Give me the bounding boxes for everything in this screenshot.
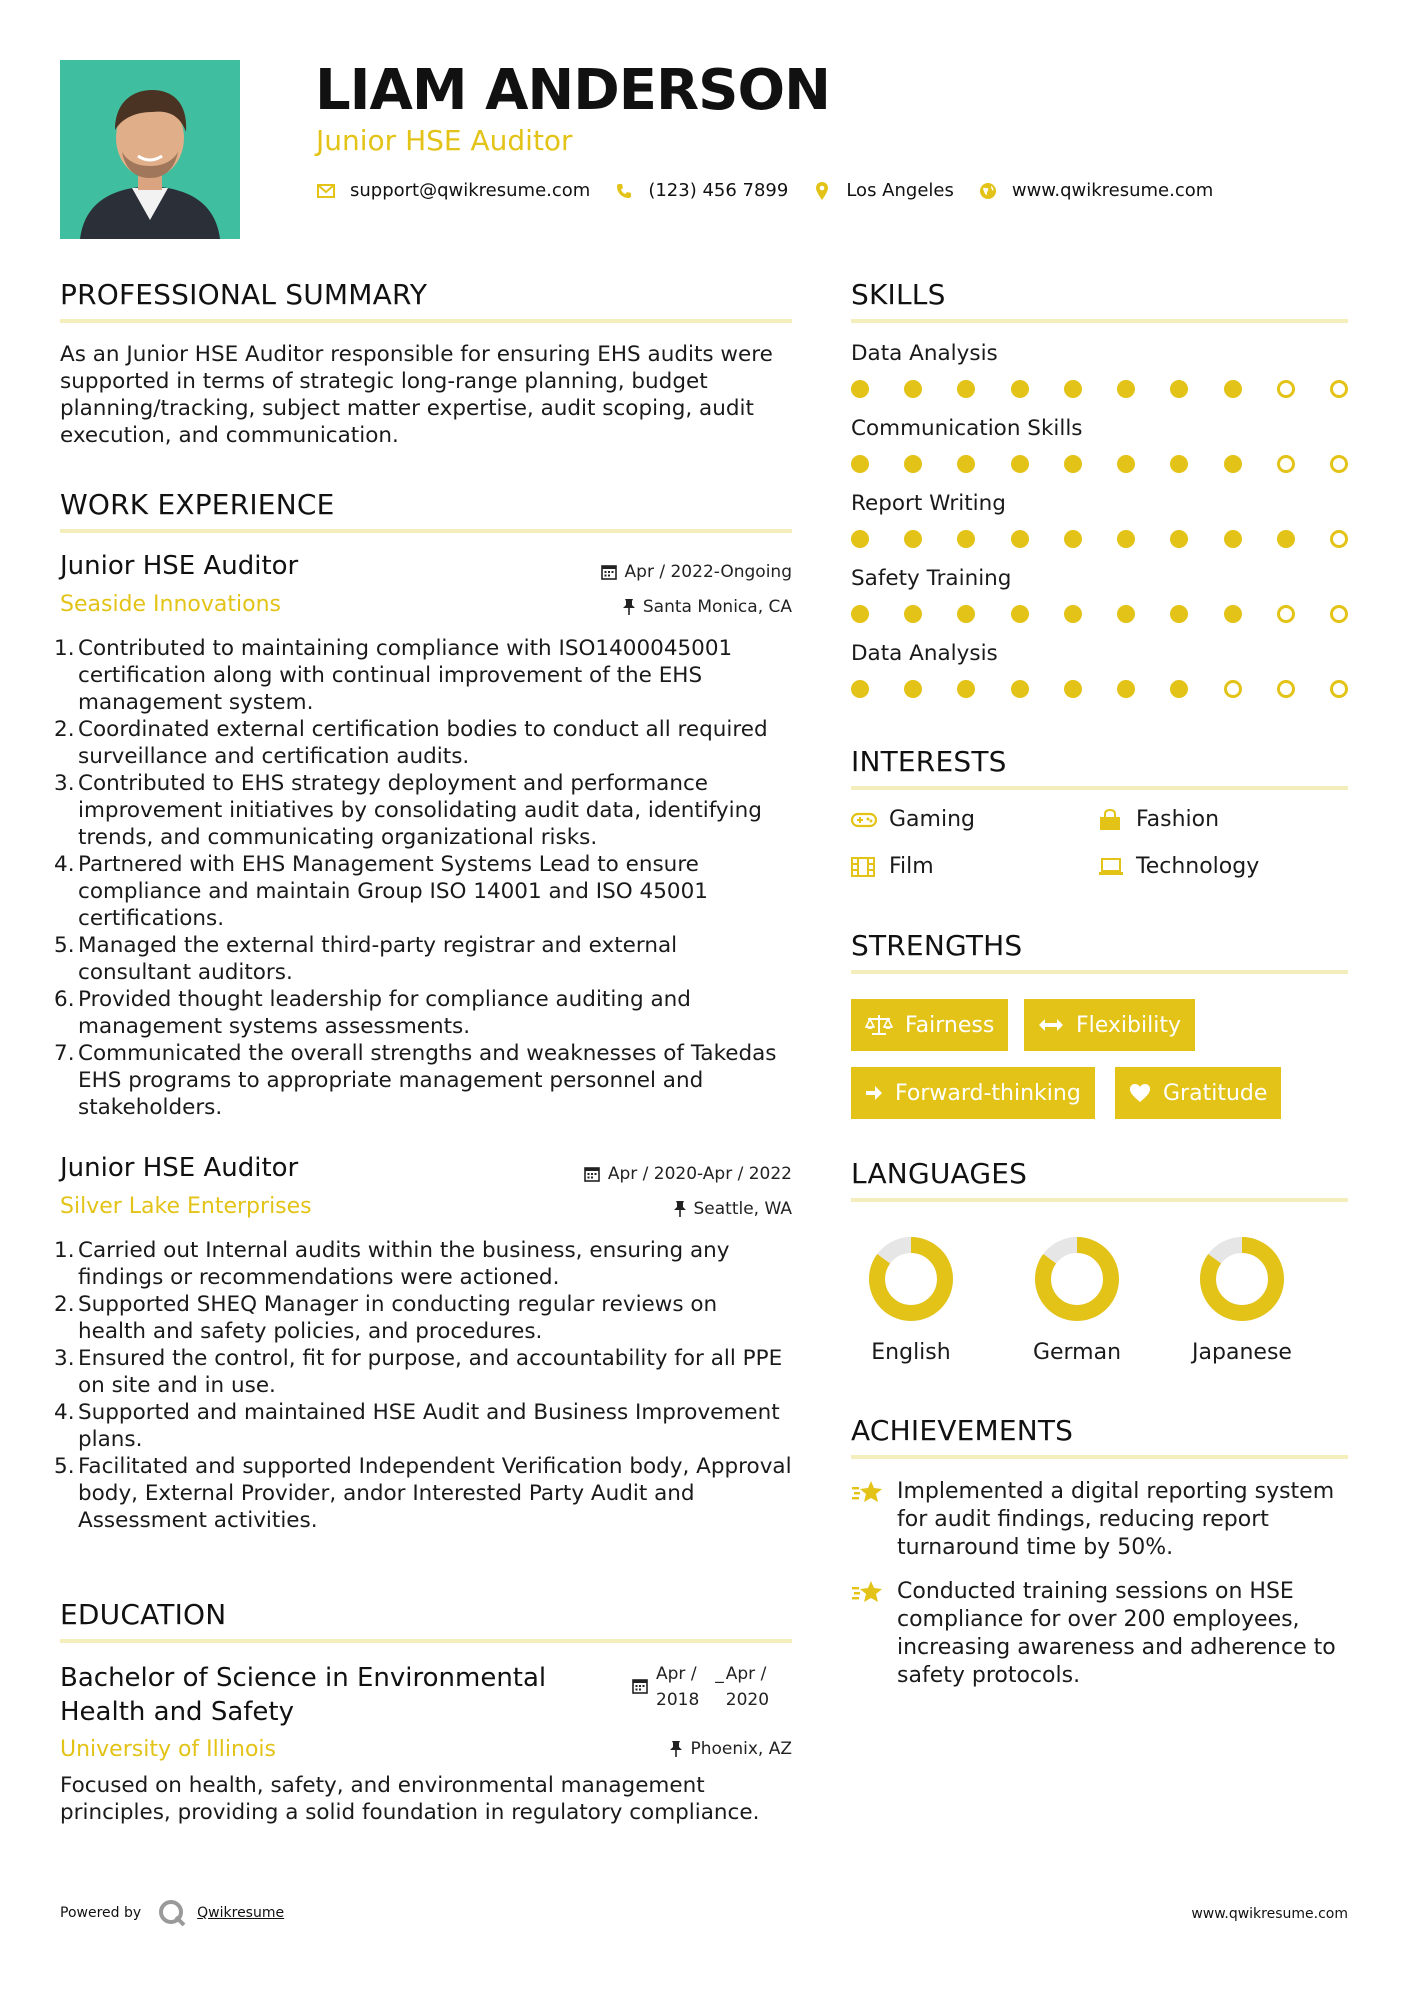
contact-email[interactable] — [316, 180, 590, 201]
skill-name: Safety Training — [851, 566, 1012, 591]
education-end — [726, 1661, 769, 1713]
language-name: German — [1032, 1340, 1122, 1365]
contact-bar — [316, 180, 1237, 201]
star-icon — [851, 1478, 885, 1506]
language-item — [841, 1236, 981, 1365]
rating-dot-empty — [1330, 455, 1348, 473]
contact-phone[interactable] — [614, 180, 788, 201]
school-name: University of Illinois — [60, 1737, 276, 1762]
job-title: Junior HSE Auditor — [60, 551, 299, 581]
skill-rating — [851, 680, 1348, 698]
rating-dot-filled — [957, 455, 975, 473]
rating-dot-empty — [1277, 455, 1295, 473]
rating-dot-filled — [1011, 680, 1029, 698]
job-location — [674, 1199, 793, 1219]
contact-location — [812, 180, 954, 201]
job-company: Seaside Innovations — [60, 592, 281, 617]
rating-dot-filled — [1117, 455, 1135, 473]
interest-label: Film — [889, 854, 934, 879]
heart-icon — [1129, 1083, 1151, 1103]
language-ring — [868, 1236, 954, 1322]
balance-scale-icon — [865, 1014, 893, 1036]
rating-dot-filled — [1170, 530, 1188, 548]
list-item: Ensured the control, fit for purpose, and accountability for all PPE on site and in use. — [78, 1346, 783, 1398]
powered-by-text: Powered by — [60, 1905, 142, 1921]
footer-powered-by — [60, 1898, 284, 1928]
job-location-text: Seattle, WA — [693, 1199, 792, 1219]
skill-rating — [851, 380, 1348, 398]
rating-dot-empty — [1330, 605, 1348, 623]
rating-dot-filled — [1117, 380, 1135, 398]
education-start-year: 2018 — [656, 1690, 700, 1710]
degree-title — [60, 1661, 600, 1729]
achievement-item — [851, 1478, 1348, 1562]
bag-icon — [1098, 809, 1124, 831]
list-item: Managed the external third-party registrar and external consultant auditors. — [78, 933, 678, 985]
strength-label: Forward-thinking — [895, 1080, 1081, 1106]
education-location-text: Phoenix, AZ — [690, 1739, 792, 1759]
interest-label: Gaming — [889, 807, 975, 832]
gamepad-icon — [851, 809, 877, 831]
list-item: Supported and maintained HSE Audit and Business Improvement plans. — [78, 1400, 780, 1452]
education-end-year: 2020 — [725, 1690, 770, 1710]
rating-dot-filled — [1064, 380, 1082, 398]
strength-chip — [851, 1067, 1095, 1119]
rating-dot-filled — [1064, 680, 1082, 698]
job-dates-text: Apr / 2020-Apr / 2022 — [607, 1164, 792, 1184]
skill-name: Data Analysis — [851, 641, 998, 666]
education-end-month: Apr / — [725, 1664, 767, 1684]
strength-label: Flexibility — [1076, 1012, 1181, 1038]
footer-brand-link[interactable]: Qwikresume — [197, 1905, 285, 1921]
film-icon — [851, 856, 877, 878]
skill-rating — [851, 455, 1348, 473]
rating-dot-filled — [1170, 605, 1188, 623]
arrow-right-icon — [865, 1084, 883, 1102]
education-location — [670, 1739, 792, 1759]
list-item: Contributed to EHS strategy deployment and performance improvement initiatives by consolidating audit data, identifying trends, and communicating organizational risks. — [78, 771, 762, 850]
skill-name: Communication Skills — [851, 416, 1083, 441]
skills-heading: SKILLS — [851, 278, 946, 311]
rating-dot-filled — [1277, 530, 1295, 548]
job-dates — [601, 562, 792, 582]
languages-heading: LANGUAGES — [851, 1157, 1028, 1190]
experience-heading: WORK EXPERIENCE — [60, 488, 335, 521]
list-item: Supported SHEQ Manager in conducting regular reviews on health and safety policies, and procedures. — [78, 1292, 718, 1344]
location-text: Los Angeles — [846, 180, 954, 201]
rating-dot-empty — [1330, 680, 1348, 698]
job-company: Silver Lake Enterprises — [60, 1194, 312, 1219]
strength-chip — [851, 999, 1008, 1051]
rating-dot-empty — [1277, 605, 1295, 623]
rating-dot-filled — [1170, 455, 1188, 473]
rating-dot-filled — [1064, 455, 1082, 473]
calendar-icon — [632, 1676, 648, 1702]
achievements-divider — [851, 1455, 1348, 1459]
candidate-role: Junior HSE Auditor — [316, 124, 573, 157]
job-dates — [584, 1164, 792, 1184]
interest-item — [1098, 854, 1259, 879]
rating-dot-filled — [904, 605, 922, 623]
achievement-text: Implemented a digital reporting system for audit findings, reducing report turnaround time by 50%. — [897, 1479, 1335, 1560]
interests-divider — [851, 786, 1348, 790]
rating-dot-filled — [1011, 455, 1029, 473]
list-item: Coordinated external certification bodies to conduct all required surveillance and certification audits. — [78, 717, 768, 769]
rating-dot-empty — [1277, 680, 1295, 698]
rating-dot-filled — [1170, 380, 1188, 398]
skill-rating — [851, 605, 1348, 623]
rating-dot-empty — [1330, 530, 1348, 548]
job-bullets — [60, 1237, 792, 1534]
rating-dot-filled — [904, 455, 922, 473]
map-pin-icon — [812, 181, 832, 201]
languages-divider — [851, 1198, 1348, 1202]
achievement-item — [851, 1578, 1348, 1690]
skill-rating — [851, 530, 1348, 548]
rating-dot-filled — [1224, 380, 1242, 398]
job-dates-text: Apr / 2022-Ongoing — [624, 562, 792, 582]
rating-dot-filled — [957, 530, 975, 548]
education-divider — [60, 1639, 792, 1643]
list-item: Partnered with EHS Management Systems Lead to ensure compliance and maintain Group ISO 14001 and ISO 45001 certifications. — [78, 852, 708, 931]
summary-divider — [60, 319, 792, 323]
rating-dot-filled — [1224, 530, 1242, 548]
strength-label: Fairness — [905, 1012, 995, 1038]
list-item: Communicated the overall strengths and weaknesses of Takedas EHS programs to appropriate management personnel and stakeholders. — [78, 1041, 777, 1120]
rating-dot-filled — [851, 455, 869, 473]
degree-line-1: Bachelor of Science in Environmental — [60, 1663, 547, 1693]
interest-label: Fashion — [1136, 807, 1220, 832]
interests-heading: INTERESTS — [851, 745, 1007, 778]
rating-dot-filled — [1117, 605, 1135, 623]
language-name: English — [871, 1340, 951, 1365]
language-ring — [1034, 1236, 1120, 1322]
degree-line-2: Health and Safety — [60, 1697, 294, 1727]
pushpin-icon — [674, 1201, 686, 1217]
strength-chip — [1024, 999, 1195, 1051]
education-date-sep: _ — [715, 1664, 724, 1684]
job-bullets — [60, 635, 792, 1121]
rating-dot-filled — [1011, 605, 1029, 623]
list-item: Facilitated and supported Independent Verification body, Approval body, External Provider, andor Interested Party Audit and Assessment activities. — [78, 1454, 792, 1533]
arrows-horizontal-icon — [1038, 1018, 1064, 1032]
rating-dot-filled — [1224, 605, 1242, 623]
globe-icon — [978, 181, 998, 201]
interest-item — [851, 807, 975, 832]
rating-dot-filled — [904, 680, 922, 698]
email-text: support@qwikresume.com — [350, 180, 591, 201]
calendar-icon — [601, 564, 617, 580]
rating-dot-filled — [1224, 455, 1242, 473]
rating-dot-filled — [851, 530, 869, 548]
star-icon — [851, 1578, 885, 1606]
rating-dot-filled — [1011, 380, 1029, 398]
contact-website[interactable] — [978, 180, 1213, 201]
pushpin-icon — [670, 1741, 682, 1757]
job-title: Junior HSE Auditor — [60, 1153, 299, 1183]
achievements-heading: ACHIEVEMENTS — [851, 1414, 1074, 1447]
website-text: www.qwikresume.com — [1011, 180, 1214, 201]
education-description: Focused on health, safety, and environmental management principles, providing a solid foundation in regulatory compliance. — [60, 1773, 760, 1825]
envelope-icon — [316, 181, 336, 201]
rating-dot-filled — [904, 530, 922, 548]
strength-label: Gratitude — [1163, 1080, 1268, 1106]
rating-dot-filled — [851, 380, 869, 398]
education-heading: EDUCATION — [60, 1598, 227, 1631]
pushpin-icon — [623, 599, 635, 615]
achievement-text: Conducted training sessions on HSE compliance for over 200 employees, increasing awareness and adherence to safety protocols. — [897, 1579, 1336, 1688]
strengths-heading: STRENGTHS — [851, 929, 1023, 962]
rating-dot-filled — [1117, 530, 1135, 548]
rating-dot-empty — [1330, 380, 1348, 398]
language-ring — [1199, 1236, 1285, 1322]
phone-text: (123) 456 7899 — [648, 180, 789, 201]
calendar-icon — [584, 1166, 600, 1182]
rating-dot-filled — [1117, 680, 1135, 698]
interest-item — [851, 854, 934, 879]
rating-dot-empty — [1224, 680, 1242, 698]
strength-chip — [1115, 1067, 1281, 1119]
list-item: Carried out Internal audits within the business, ensuring any findings or recommendations were actioned. — [78, 1238, 730, 1290]
qwikresume-logo-icon — [157, 1898, 187, 1928]
skill-name: Report Writing — [851, 491, 1006, 516]
rating-dot-filled — [904, 380, 922, 398]
phone-icon — [614, 181, 634, 201]
rating-dot-filled — [1064, 605, 1082, 623]
job-location — [623, 597, 792, 617]
list-item: Contributed to maintaining compliance with ISO1400045001 certification along with continual improvement of the EHS management system. — [78, 636, 733, 715]
rating-dot-filled — [1011, 530, 1029, 548]
rating-dot-filled — [957, 605, 975, 623]
rating-dot-filled — [957, 680, 975, 698]
summary-heading: PROFESSIONAL SUMMARY — [60, 278, 428, 311]
rating-dot-filled — [851, 605, 869, 623]
interest-label: Technology — [1136, 854, 1260, 879]
summary-text: As an Junior HSE Auditor responsible for ensuring EHS audits were supported in terms of strategic long-range planning, budget planning/tracking, subject matter expertise, audit scoping, audit execution, and communication. — [60, 342, 773, 448]
rating-dot-filled — [1064, 530, 1082, 548]
experience-divider — [60, 529, 792, 533]
education-dates — [632, 1661, 769, 1713]
list-item: Provided thought leadership for compliance auditing and management systems assessments. — [78, 987, 691, 1039]
rating-dot-empty — [1277, 380, 1295, 398]
language-item — [1172, 1236, 1312, 1365]
skills-divider — [851, 319, 1348, 323]
skill-name: Data Analysis — [851, 341, 998, 366]
education-start — [656, 1661, 699, 1713]
rating-dot-filled — [1170, 680, 1188, 698]
education-start-month: Apr / — [656, 1664, 697, 1684]
rating-dot-filled — [957, 380, 975, 398]
language-item — [1007, 1236, 1147, 1365]
rating-dot-filled — [851, 680, 869, 698]
language-name: Japanese — [1192, 1340, 1292, 1365]
profile-photo — [60, 60, 240, 239]
laptop-icon — [1098, 856, 1124, 878]
interest-item — [1098, 807, 1219, 832]
candidate-name: LIAM ANDERSON — [315, 58, 830, 123]
footer-website[interactable]: www.qwikresume.com — [1191, 1906, 1348, 1922]
strengths-divider — [851, 970, 1348, 974]
job-location-text: Santa Monica, CA — [642, 597, 792, 617]
